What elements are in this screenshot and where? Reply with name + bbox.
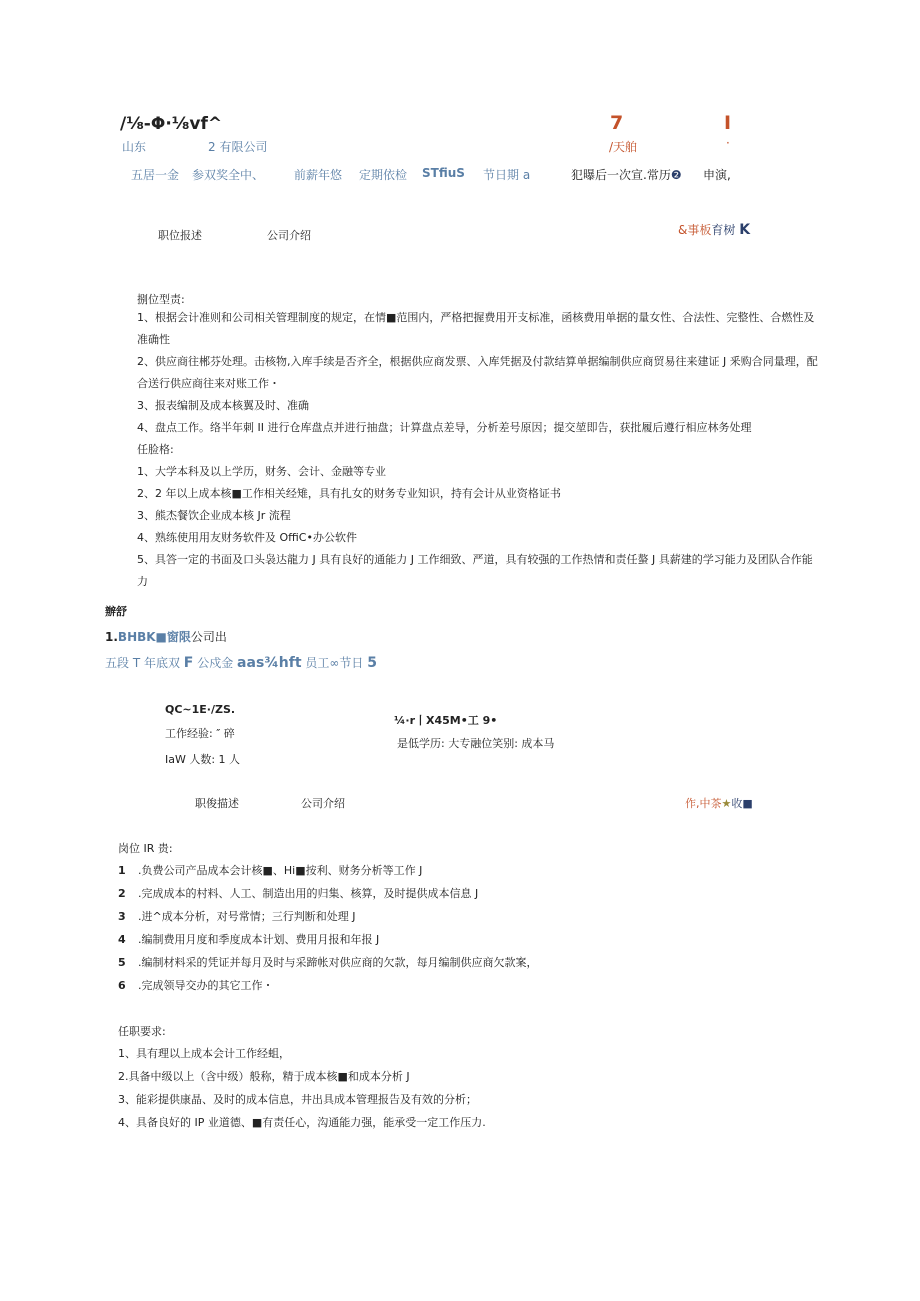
duty-item bbox=[118, 859, 718, 882]
req-line: 3、能彩提供康晶、及时的成本信息，井出具成本管理报告及有效的分析； bbox=[118, 1093, 477, 1106]
benefits-line-b: 公戍金 bbox=[197, 656, 234, 670]
benefits-line bbox=[105, 654, 377, 671]
benefits-line-c: 员工∞节日 bbox=[305, 656, 364, 670]
duty-list bbox=[137, 307, 817, 593]
req-title: 任脸格: bbox=[137, 443, 174, 456]
req-line: 4、具备良好的 IP 业道德、■有责任心，沟通能力强，能承受一定工作压力. bbox=[118, 1116, 486, 1129]
duty-text: .负费公司产品成本会计核■、Hi■按利、财务分析等工作 J bbox=[138, 864, 423, 877]
info-education-category: 是低学历: 大专融位笑别: 成本马 bbox=[397, 737, 555, 750]
duty-num: 3 bbox=[118, 910, 126, 923]
duty-text: .完成成本的村料、人工、制造出用的归集、核算，及时提供成本信息 J bbox=[138, 887, 479, 900]
benefit-tag: STfiuS bbox=[422, 166, 465, 180]
company-line bbox=[105, 628, 227, 645]
days-label: /天舶 bbox=[609, 140, 638, 154]
benefit-tag: 前薪年悠 bbox=[294, 168, 343, 182]
favorite-action-2-text: 作,中茶 bbox=[685, 797, 722, 810]
duty-text: .编制材料采的凭证并每月及时与采蹄帐对供应商的欠款，每月编制供应商欠款案， bbox=[138, 956, 538, 969]
duty-list-2 bbox=[118, 859, 718, 997]
duty-title-2: 岗位 IR 贵: bbox=[118, 842, 173, 855]
duty-line: 3、报表编制及成本核翼及时、准确 bbox=[137, 399, 309, 412]
tab-company-intro[interactable]: 公司介绍 bbox=[267, 229, 311, 242]
duty-title: 捌位型责: bbox=[137, 293, 185, 306]
duty-item bbox=[118, 905, 718, 928]
company-link[interactable]: 2 有限公司 bbox=[208, 140, 268, 154]
duty-line: 2、供应商往郴芬处理。击核物,入库手续是否齐全，根据供应商发票、入库凭据及付款结算单据编制供应商贸易往来建证 J 釆购合同量理，配 bbox=[137, 355, 818, 368]
favorite-action[interactable] bbox=[678, 221, 750, 238]
req-line: 4、熟练使用用友财务软件及 OffiC•办公软件 bbox=[137, 531, 357, 544]
apply-hint bbox=[571, 166, 682, 183]
tab-job-description[interactable]: 职位报述 bbox=[158, 229, 202, 242]
req-line: 2、2 年以上成本核■工作相关经雉，具有扎女的财务专业知识，持有会计从业资格证书 bbox=[137, 487, 561, 500]
info-headcount: IaW 人数: 1 人 bbox=[165, 753, 241, 766]
req-line: 1、大学本科及以上学历，财务、会计、金融等专业 bbox=[137, 465, 386, 478]
duty-num: 2 bbox=[118, 887, 126, 900]
duty-item bbox=[118, 974, 718, 997]
duty-line: 1、根据会计准则和公司相关管理制度的规定，在情■范围内，严格把握费用开支标准，函核费用单据的量女性、合法性、完整性、合燃性及 bbox=[137, 311, 815, 324]
section-tag: 辦舒 bbox=[105, 605, 127, 618]
benefits-line-f: F bbox=[183, 655, 194, 671]
job-mark: I bbox=[724, 112, 732, 134]
req-line: 1、具有理以上成本会计工作经蛆， bbox=[118, 1047, 290, 1060]
benefit-tag: 定期依检 bbox=[359, 168, 408, 182]
tab-job-description-2[interactable]: 职俊描述 bbox=[195, 797, 239, 810]
benefits-line-code: aas¾hft bbox=[237, 655, 302, 671]
dot-mark: · bbox=[726, 136, 730, 150]
duty-item bbox=[118, 951, 718, 974]
duty-item bbox=[118, 928, 718, 951]
duty-line: 准确性 bbox=[137, 333, 170, 346]
duty-num: 4 bbox=[118, 933, 126, 946]
duty-line: 4、盘点工作。络半年刺 II 进行仓库盘点并进行抽盘；计算盘点差导，分析差号原因；提交堃即告，获批履后遵行相应林务处理 bbox=[137, 421, 752, 434]
req-line: 3、熊杰餐饮企业成本核 Jr 流程 bbox=[137, 509, 291, 522]
location: 山东 bbox=[122, 140, 147, 154]
company-line-prefix: 1. bbox=[105, 630, 118, 644]
req-line: 5、具答一定的书面及口头袅达龍力 J 具有良好的通能力 J 工作细致、严道，具有较强的工作热情和责任螯 J 具薪建的学习能力及团队合作能 bbox=[137, 553, 813, 566]
duty-text: .进^成本分析，对号常情；三行判断和处理 J bbox=[138, 910, 356, 923]
duty-text: .编制费用月度和季度成本计划、费用月报和年报 J bbox=[138, 933, 380, 946]
benefits-line-a: 五段 T 年底双 bbox=[105, 656, 180, 670]
favorite-action-text-2: 育树 bbox=[711, 223, 736, 237]
favorite-action-2-tail: 收■ bbox=[731, 797, 753, 810]
req-list-2 bbox=[118, 1042, 718, 1134]
duty-line: 合送行供应商往来对账工作・ bbox=[137, 377, 280, 390]
req-line: 力 bbox=[137, 575, 148, 588]
job-title[interactable]: /⅛-Φ·⅛vf^ bbox=[120, 114, 223, 134]
star-icon: ★ bbox=[721, 797, 732, 810]
benefit-tag: 节日期 a bbox=[483, 168, 531, 182]
duty-text: .完成领导交办的其它工作・ bbox=[138, 979, 274, 992]
benefit-tag: 五居一金 bbox=[131, 168, 180, 182]
duty-num: 5 bbox=[118, 956, 126, 969]
resume-badge-icon: ❷ bbox=[670, 168, 682, 182]
benefits-line-num: 5 bbox=[367, 655, 377, 671]
benefit-tag: 参双奖全中、 bbox=[192, 168, 265, 182]
company-code-link[interactable]: BHBK■窗限 bbox=[117, 630, 191, 644]
duty-num: 1 bbox=[118, 864, 126, 877]
company-line-suffix: 公司出 bbox=[190, 630, 227, 644]
info-salary: QC~1E·/ZS. bbox=[165, 703, 236, 716]
favorite-action-text: &事板 bbox=[678, 223, 712, 237]
favorite-action-2[interactable] bbox=[685, 795, 753, 811]
duty-item bbox=[118, 882, 718, 905]
info-experience: 工作经验: ″ 碎 bbox=[165, 727, 235, 740]
tab-company-intro-2[interactable]: 公司介绍 bbox=[301, 797, 345, 810]
duty-num: 6 bbox=[118, 979, 126, 992]
job-number: 7 bbox=[610, 112, 624, 134]
req-line: 2.具备中级以上（含中级）般称，精于成本核■和成本分析 J bbox=[118, 1070, 410, 1083]
favorite-action-k: K bbox=[739, 222, 751, 238]
apply-hint-text: 犯曝后一次宣.常历 bbox=[571, 168, 671, 182]
apply-button[interactable]: 申演, bbox=[703, 168, 731, 182]
info-location: ¼·r丨X45M•工 9• bbox=[394, 714, 498, 727]
req-title-2: 任职要求: bbox=[118, 1025, 166, 1038]
